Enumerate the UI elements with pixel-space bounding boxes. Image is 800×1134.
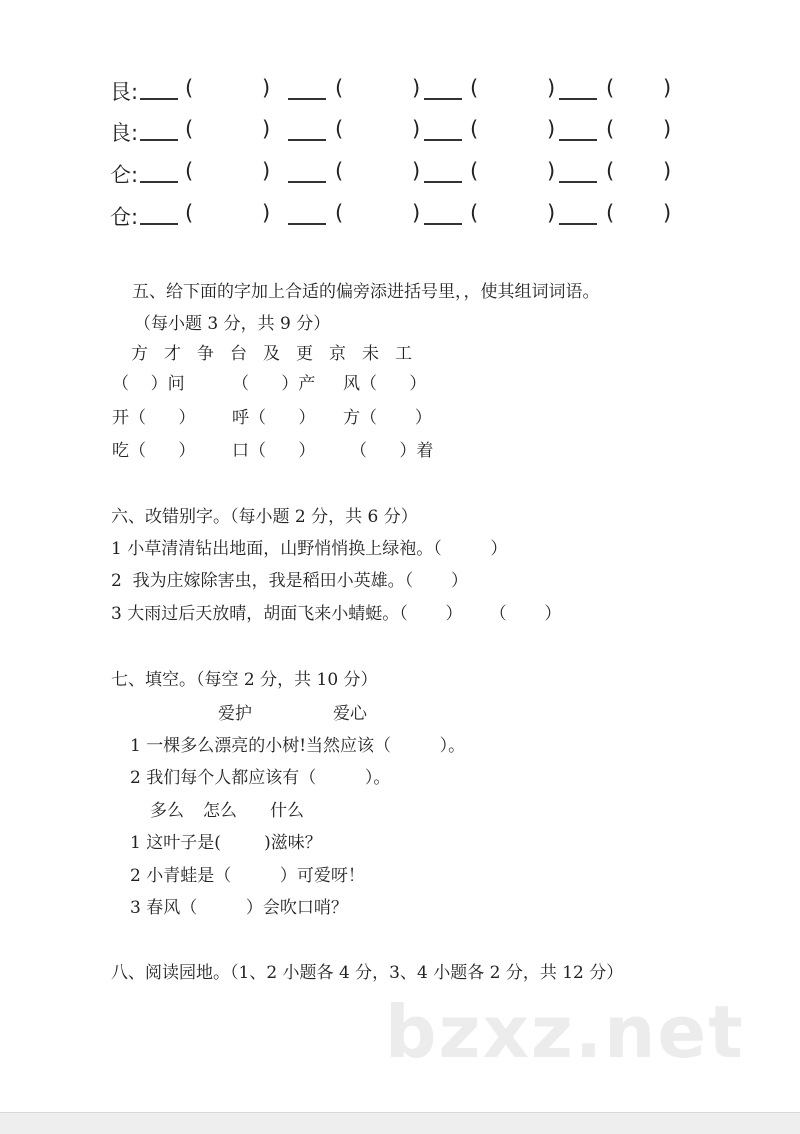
blank-line [288, 201, 326, 225]
row-char: 良: [110, 121, 139, 145]
blank-line [424, 201, 462, 225]
paren: ( [185, 159, 194, 183]
watermark: bzxz.net [385, 990, 745, 1074]
blank-line [140, 76, 178, 100]
blank-line [140, 201, 178, 225]
radical-row [110, 117, 710, 147]
character-list [131, 343, 471, 365]
paren: ( [470, 201, 479, 225]
paren: ) [262, 76, 271, 100]
fill-item: 口（ ） [232, 441, 316, 461]
paren: ( [185, 76, 194, 100]
radical-row [110, 201, 710, 231]
fill-item: 风（ ） [343, 374, 427, 394]
blank-line [288, 76, 326, 100]
char: 京 [329, 344, 346, 364]
paren: ) [262, 159, 271, 183]
char: 工 [395, 344, 412, 364]
paren: ( [185, 201, 194, 225]
blank-line [424, 159, 462, 183]
word-option: 多么 [150, 801, 184, 821]
fill-item: （ ）产 [232, 374, 316, 394]
radical-row [110, 76, 710, 106]
paren: ( [606, 76, 615, 100]
question-item: 1 一棵多么漂亮的小树!当然应该（ ）。 [130, 736, 466, 756]
word-option: 怎么 [203, 801, 237, 821]
paren: ( [335, 159, 344, 183]
paren: ( [185, 117, 194, 141]
char: 及 [263, 344, 280, 364]
fill-item: 吃（ ） [112, 441, 196, 461]
blank-line [140, 159, 178, 183]
question-item: 3 大雨过后天放晴，胡面飞来小蜻蜓。（ ） （ ） [111, 604, 562, 624]
char: 才 [164, 344, 181, 364]
paren: ) [547, 76, 556, 100]
paren: ) [262, 201, 271, 225]
paren: ) [412, 117, 421, 141]
blank-line [424, 117, 462, 141]
paren: ) [663, 76, 672, 100]
paren: ) [412, 201, 421, 225]
section-5-title: 五、给下面的字加上合适的偏旁添进括号里，，使其组词词语。 [132, 282, 600, 302]
row-char: 艮: [110, 80, 139, 104]
blank-line [424, 76, 462, 100]
fill-item: （ ）问 [112, 374, 185, 394]
blank-line [288, 159, 326, 183]
char: 更 [296, 344, 313, 364]
blank-line [140, 117, 178, 141]
paren: ) [547, 201, 556, 225]
fill-item: （ ）着 [350, 441, 434, 461]
section-8-title: 八、阅读园地。（1、2 小题各 4 分，3、4 小题各 2 分，共 12 分） [111, 963, 624, 983]
blank-line [559, 76, 597, 100]
paren: ( [470, 159, 479, 183]
row-char: 仑: [110, 163, 139, 187]
char: 方 [131, 344, 148, 364]
section-5-score: （每小题 3 分，共 9 分） [134, 314, 331, 334]
paren: ( [470, 76, 479, 100]
question-item: 1 这叶子是( )滋味？ [130, 833, 322, 853]
page-bottom-edge [0, 1112, 800, 1134]
section-7-title: 七、填空。（每空 2 分，共 10 分） [111, 670, 378, 690]
char: 未 [362, 344, 379, 364]
question-item: 1 小草清清钻出地面，山野悄悄换上绿袍。（ ） [111, 539, 508, 559]
section-6-title: 六、改错别字。（每小题 2 分，共 6 分） [111, 507, 418, 527]
blank-line [559, 159, 597, 183]
question-item: 2 我为庄嫁除害虫，我是稻田小英雄。（ ） [111, 571, 468, 591]
blank-line [559, 117, 597, 141]
radical-row [110, 159, 710, 189]
word-option: 什么 [270, 801, 304, 821]
paren: ) [262, 117, 271, 141]
blank-line [559, 201, 597, 225]
question-item: 3 春风（ ）会吹口哨？ [130, 898, 348, 918]
question-item: 2 小青蛙是（ ）可爱呀！ [130, 866, 365, 886]
fill-item: 呼（ ） [232, 408, 316, 428]
char: 争 [197, 344, 214, 364]
paren: ) [663, 117, 672, 141]
paren: ) [412, 159, 421, 183]
fill-item: 方（ ） [343, 408, 432, 428]
char: 台 [230, 344, 247, 364]
paren: ) [547, 159, 556, 183]
row-char: 仓: [110, 205, 139, 229]
paren: ) [547, 117, 556, 141]
question-item: 2 我们每个人都应该有（ ）。 [130, 768, 391, 788]
paren: ( [606, 117, 615, 141]
paren: ( [470, 117, 479, 141]
word-option: 爱护 [218, 704, 252, 724]
fill-item: 开（ ） [112, 408, 196, 428]
paren: ( [335, 201, 344, 225]
paren: ( [335, 76, 344, 100]
paren: ( [335, 117, 344, 141]
paren: ( [606, 201, 615, 225]
blank-line [288, 117, 326, 141]
word-option: 爱心 [333, 704, 367, 724]
paren: ) [663, 201, 672, 225]
paren: ( [606, 159, 615, 183]
paren: ) [412, 76, 421, 100]
paren: ) [663, 159, 672, 183]
